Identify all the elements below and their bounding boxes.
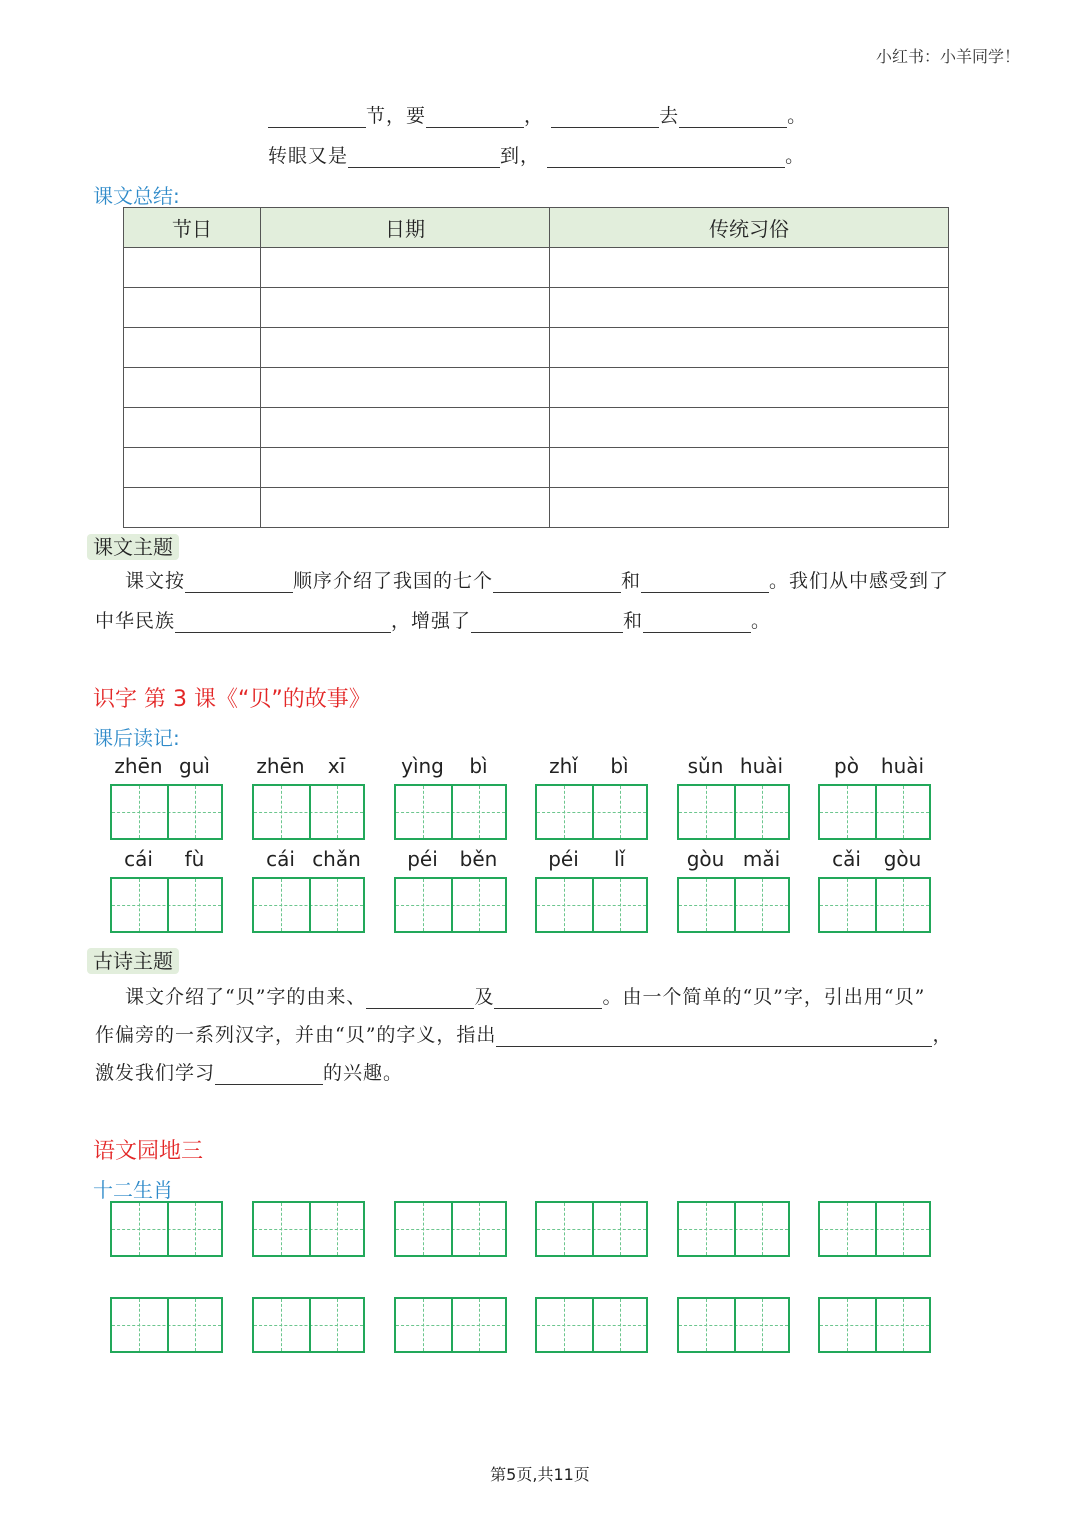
grid-divider xyxy=(734,1299,736,1351)
writing-grid[interactable] xyxy=(394,1297,507,1353)
pinyin-label: cái xyxy=(124,847,153,871)
writing-grid[interactable] xyxy=(677,784,790,840)
grid-divider xyxy=(875,879,877,931)
cell[interactable] xyxy=(261,328,550,368)
watermark-text: 小红书：小羊同学！ xyxy=(875,47,1020,66)
writing-grid[interactable] xyxy=(818,784,931,840)
writing-grid[interactable] xyxy=(818,1297,931,1353)
pinyin-label: zhēn xyxy=(114,754,163,778)
cell[interactable] xyxy=(124,368,261,408)
pinyin-label: pò xyxy=(834,754,859,778)
blank[interactable] xyxy=(471,610,623,633)
pinyin-label: mǎi xyxy=(742,847,781,871)
pinyin-label: huài xyxy=(739,754,784,778)
pinyin-label: yìng xyxy=(401,754,444,778)
writing-grid[interactable] xyxy=(535,1201,648,1257)
pinyin-label: cái xyxy=(266,847,295,871)
theme2-line-2 xyxy=(95,1020,952,1047)
pinyin-label: péi xyxy=(548,847,579,871)
blank[interactable] xyxy=(496,1024,932,1047)
grid-divider xyxy=(592,1203,594,1255)
text: 的兴趣。 xyxy=(323,1062,404,1084)
pinyin-label: fù xyxy=(184,847,205,871)
text: 和 xyxy=(623,610,644,632)
blank[interactable] xyxy=(494,986,602,1009)
writing-grid[interactable] xyxy=(535,1297,648,1353)
zodiac-label: 十二生肖 xyxy=(93,1178,173,1202)
writing-grid[interactable] xyxy=(677,1297,790,1353)
pinyin-label: péi xyxy=(407,847,438,871)
pinyin-label: cǎi xyxy=(832,847,861,871)
grid-divider xyxy=(309,879,311,931)
pinyin-label: gòu xyxy=(883,847,922,871)
grid-divider xyxy=(167,786,169,838)
theme-tag-label: 古诗主题 xyxy=(87,948,179,974)
cell[interactable] xyxy=(124,328,261,368)
cell[interactable] xyxy=(550,288,949,328)
blank[interactable] xyxy=(348,145,500,168)
cell[interactable] xyxy=(124,448,261,488)
grid-divider xyxy=(734,1203,736,1255)
grid-divider xyxy=(451,786,453,838)
blank[interactable] xyxy=(366,986,474,1009)
text: 和 xyxy=(621,570,642,592)
writing-grid[interactable] xyxy=(252,1297,365,1353)
table-row xyxy=(124,488,949,528)
text: ， xyxy=(932,1024,953,1046)
theme1-line-1 xyxy=(125,566,949,593)
text: 及 xyxy=(474,986,495,1008)
pinyin-label: zhǐ xyxy=(549,754,578,778)
writing-grid[interactable] xyxy=(535,877,648,933)
pinyin-label: guì xyxy=(179,754,210,778)
grid-divider xyxy=(592,786,594,838)
text: 。 xyxy=(785,145,806,167)
pinyin-label: gòu xyxy=(686,847,725,871)
blank[interactable] xyxy=(493,570,621,593)
pinyin-label: bì xyxy=(610,754,629,778)
pinyin-label: xī xyxy=(327,754,346,778)
writing-grid[interactable] xyxy=(394,784,507,840)
text: 去 xyxy=(659,105,680,127)
writing-grid[interactable] xyxy=(677,877,790,933)
text: 作偏旁的一系列汉字，并由“贝”的字义，指出 xyxy=(95,1024,497,1046)
cell[interactable] xyxy=(124,288,261,328)
theme-tag-label: 课文主题 xyxy=(87,534,179,560)
header-customs: 传统习俗 xyxy=(550,208,949,248)
blank[interactable] xyxy=(641,570,769,593)
pinyin-label: lǐ xyxy=(613,847,626,871)
writing-grid[interactable] xyxy=(110,877,223,933)
theme2-line-1 xyxy=(125,982,925,1009)
writing-grid[interactable] xyxy=(252,1201,365,1257)
grid-divider xyxy=(309,1299,311,1351)
blank[interactable] xyxy=(426,105,524,128)
reading-label: 课后读记: xyxy=(93,726,180,750)
cell[interactable] xyxy=(261,368,550,408)
table-row xyxy=(124,248,949,288)
grid-divider xyxy=(167,1203,169,1255)
cell[interactable] xyxy=(261,488,550,528)
grid-divider xyxy=(592,1299,594,1351)
blank[interactable] xyxy=(268,105,366,128)
text: 。 xyxy=(751,610,772,632)
pinyin-label: sǔn xyxy=(687,754,724,778)
grid-divider xyxy=(734,879,736,931)
cell[interactable] xyxy=(550,248,949,288)
blank[interactable] xyxy=(185,570,293,593)
writing-grid[interactable] xyxy=(110,1201,223,1257)
grid-divider xyxy=(875,1203,877,1255)
header-date: 日期 xyxy=(261,208,550,248)
cell[interactable] xyxy=(261,288,550,328)
cell[interactable] xyxy=(550,448,949,488)
text: 激发我们学习 xyxy=(95,1062,216,1084)
text: 节，要 xyxy=(366,105,427,127)
table-row xyxy=(124,288,949,328)
grid-divider xyxy=(875,786,877,838)
grid-divider xyxy=(167,1299,169,1351)
text: 课文介绍了“贝”字的由来、 xyxy=(125,986,367,1008)
page-footer: 第5页,共11页 xyxy=(490,1465,590,1484)
summary-table xyxy=(123,207,949,528)
writing-grid[interactable] xyxy=(252,784,365,840)
text: ，增强了 xyxy=(391,610,472,632)
theme-tag-2 xyxy=(87,945,179,974)
writing-grid[interactable] xyxy=(818,877,931,933)
table-row xyxy=(124,368,949,408)
blank[interactable] xyxy=(643,610,751,633)
table-row xyxy=(124,408,949,448)
text: ， xyxy=(524,105,545,127)
writing-grid[interactable] xyxy=(394,877,507,933)
writing-grid[interactable] xyxy=(110,784,223,840)
blank[interactable] xyxy=(679,105,787,128)
cell[interactable] xyxy=(261,248,550,288)
theme-tag xyxy=(87,531,179,560)
writing-grid[interactable] xyxy=(535,784,648,840)
grid-divider xyxy=(167,879,169,931)
writing-grid[interactable] xyxy=(394,1201,507,1257)
grid-divider xyxy=(309,1203,311,1255)
grid-divider xyxy=(875,1299,877,1351)
grid-divider xyxy=(734,786,736,838)
cell[interactable] xyxy=(261,408,550,448)
theme2-line-3 xyxy=(95,1058,403,1085)
pinyin-label: zhēn xyxy=(256,754,305,778)
pinyin-label: běn xyxy=(459,847,498,871)
text: 到， xyxy=(500,145,541,167)
cell[interactable] xyxy=(550,328,949,368)
writing-grid[interactable] xyxy=(677,1201,790,1257)
cell[interactable] xyxy=(550,368,949,408)
cell[interactable] xyxy=(124,408,261,448)
lesson3-title: 识字 第 3 课《“贝”的故事》 xyxy=(93,687,371,712)
text: 中华民族 xyxy=(95,610,176,632)
cell[interactable] xyxy=(124,488,261,528)
fill-line-2 xyxy=(268,141,805,168)
grid-divider xyxy=(451,1203,453,1255)
garden-title: 语文园地三 xyxy=(93,1139,204,1164)
header-festival: 节日 xyxy=(124,208,261,248)
table-row xyxy=(124,328,949,368)
blank[interactable] xyxy=(215,1062,323,1085)
writing-grid[interactable] xyxy=(818,1201,931,1257)
text: 顺序介绍了我国的七个 xyxy=(293,570,494,592)
text: 。我们从中感受到了 xyxy=(769,570,950,592)
text: 转眼又是 xyxy=(268,145,349,167)
writing-grid[interactable] xyxy=(110,1297,223,1353)
writing-grid[interactable] xyxy=(252,877,365,933)
blank[interactable] xyxy=(551,105,659,128)
blank[interactable] xyxy=(175,610,391,633)
grid-divider xyxy=(592,879,594,931)
text: 课文按 xyxy=(125,570,186,592)
text: 。由一个简单的“贝”字，引出用“贝” xyxy=(602,986,926,1008)
summary-label: 课文总结: xyxy=(93,184,180,208)
pinyin-label: bì xyxy=(469,754,488,778)
cell[interactable] xyxy=(124,248,261,288)
pinyin-label: chǎn xyxy=(312,847,361,871)
blank[interactable] xyxy=(547,145,785,168)
text: 。 xyxy=(787,105,808,127)
cell[interactable] xyxy=(550,488,949,528)
fill-line-1 xyxy=(268,101,807,128)
cell[interactable] xyxy=(550,408,949,448)
grid-divider xyxy=(451,879,453,931)
table-row xyxy=(124,448,949,488)
grid-divider xyxy=(309,786,311,838)
pinyin-label: huài xyxy=(880,754,925,778)
theme1-line-2 xyxy=(95,606,771,633)
grid-divider xyxy=(451,1299,453,1351)
cell[interactable] xyxy=(261,448,550,488)
